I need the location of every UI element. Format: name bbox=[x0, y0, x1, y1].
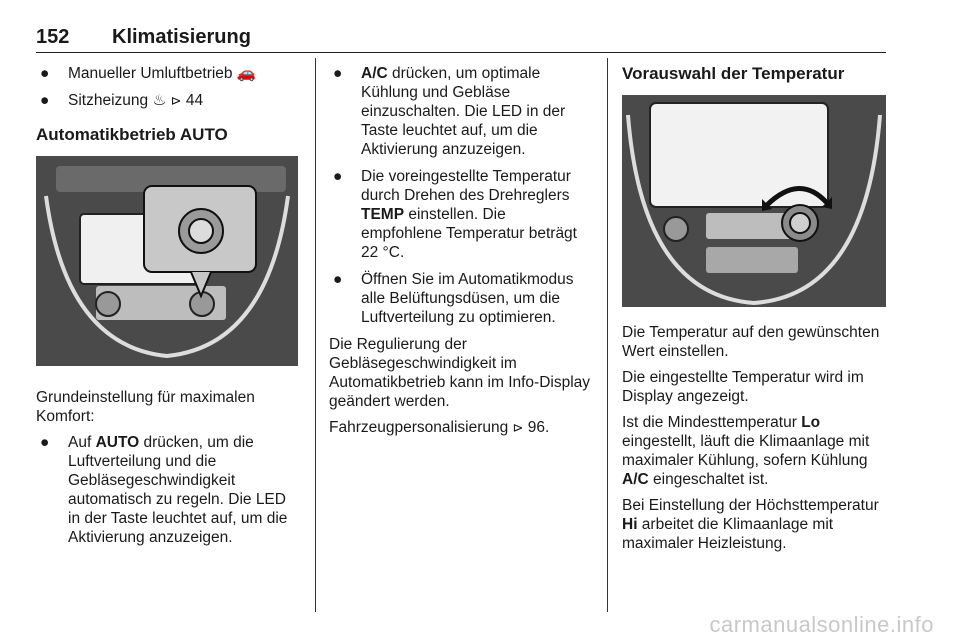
watermark: carmanualsonline.info bbox=[709, 612, 934, 637]
list-item: ● A/C drücken, um optimale Kühlung und Gebläse einzuschalten. Die LED in der Taste leuchtet auf, um die Aktivierung anzuzeigen. bbox=[333, 65, 566, 158]
list-item: ● Öffnen Sie im Automatikmodus alle Belüftungsdüsen, um die Luftverteilung zu optimieren. bbox=[333, 271, 574, 326]
column-1 bbox=[36, 64, 300, 555]
bullet-dot: ● bbox=[333, 65, 343, 82]
dashboard-auto-figure bbox=[36, 156, 298, 366]
column-divider bbox=[607, 58, 608, 612]
page-reference: 44 bbox=[185, 92, 204, 109]
list-item: ● Manueller Umluftbetrieb 🚗 bbox=[40, 65, 257, 82]
list-item: ● Die voreingestellte Temperatur durch Drehen des Drehreglers TEMP einstellen. Die empfohlene Temperatur beträgt 22 °C. bbox=[333, 168, 577, 261]
page-header bbox=[36, 26, 886, 53]
seat-heat-icon: ♨ bbox=[152, 92, 167, 109]
paragraph: Bei Einstellung der Höchsttemperatur Hi arbeitet die Klimaanlage mit maximaler Heizleistung. bbox=[622, 497, 879, 552]
bullet-dot: ● bbox=[40, 434, 50, 451]
reference-arrow-icon: ⊳ bbox=[512, 421, 524, 436]
bullet-dot: ● bbox=[333, 271, 343, 288]
paragraph: Die eingestellte Temperatur wird im Display angezeigt. bbox=[622, 369, 864, 405]
bullet-dot: ● bbox=[333, 168, 343, 185]
column-divider bbox=[315, 58, 316, 612]
section-heading: Automatikbetrieb AUTO bbox=[36, 125, 228, 144]
column-3 bbox=[622, 64, 888, 560]
bullet-dot: ● bbox=[40, 92, 50, 109]
paragraph: Ist die Mindesttemperatur Lo eingestellt, läuft die Klimaanlage mit maximaler Kühlung, sofern Kühlung A/C eingeschaltet ist. bbox=[622, 414, 870, 488]
dashboard-illustration bbox=[36, 156, 298, 366]
page-title: Klimatisierung bbox=[112, 26, 251, 48]
bullet-dot: ● bbox=[40, 65, 50, 82]
paragraph: Grundeinstellung für maximalen Komfort: bbox=[36, 389, 255, 425]
temperature-knob-illustration bbox=[622, 95, 886, 307]
reference-arrow-icon: ⊳ bbox=[170, 94, 182, 109]
page-number: 152 bbox=[36, 26, 70, 48]
temperature-knob-figure bbox=[622, 95, 886, 307]
section-heading: Vorauswahl der Temperatur bbox=[622, 64, 845, 83]
paragraph: Die Regulierung der Gebläsegeschwindigkeit im Automatikbetrieb kann im Info-Display geändert werden. bbox=[329, 336, 591, 410]
paragraph: Die Temperatur auf den gewünschten Wert einstellen. bbox=[622, 324, 880, 360]
list-item: ● Auf AUTO drücken, um die Luftverteilung und die Gebläsegeschwindigkeit automatisch zu regeln. Die LED in der Taste leuchtet auf, um die Aktivierung anzuzeigen. bbox=[40, 434, 288, 546]
list-item: ● Sitzheizung ♨ ⊳ 44 bbox=[40, 92, 204, 109]
paragraph: Fahrzeugpersonalisierung ⊳ 96. bbox=[329, 419, 550, 436]
column-2 bbox=[329, 64, 591, 445]
